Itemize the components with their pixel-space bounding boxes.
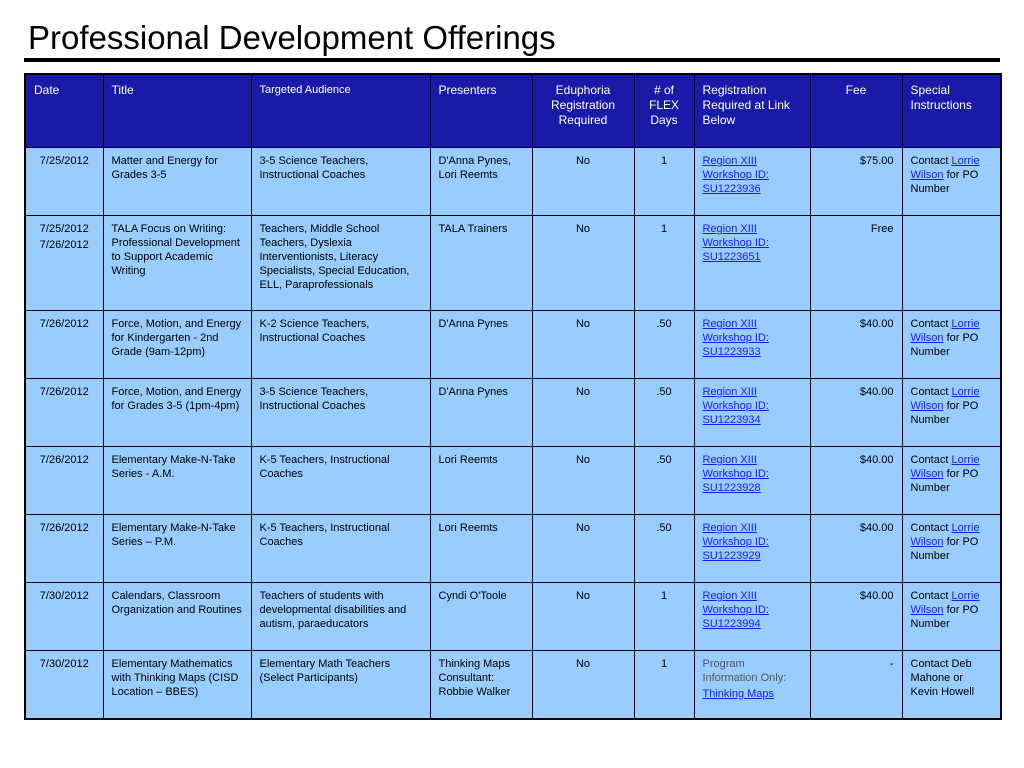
cell-eduphoria: No	[532, 148, 634, 216]
cell-fee: $40.00	[810, 311, 902, 379]
table-row	[25, 148, 1001, 216]
special-text: Contact	[910, 454, 952, 466]
header-eduphoria: Eduphoria Registration Required	[532, 74, 634, 148]
cell-date	[25, 447, 103, 515]
cell-title: Elementary Make-N-Take Series – P.M.	[103, 515, 251, 583]
date-text: 7/26/2012	[39, 454, 89, 466]
contact-link[interactable]: Lorrie Wilson	[910, 318, 980, 344]
registration-note: Program Information Only:	[702, 658, 787, 684]
cell-title: Matter and Energy for Grades 3-5	[103, 148, 251, 216]
cell-audience: K-5 Teachers, Instructional Coaches	[251, 515, 430, 583]
registration-link[interactable]: Region XIII Workshop ID: SU1223929	[702, 522, 769, 562]
table-row	[25, 379, 1001, 447]
header-audience: Targeted Audience	[251, 74, 430, 148]
cell-presenters: Lori Reemts	[430, 447, 532, 515]
special-text: Contact	[910, 522, 952, 534]
cell-date	[25, 583, 103, 651]
cell-title: Calendars, Classroom Organization and Routines	[103, 583, 251, 651]
registration-link[interactable]: Region XIII Workshop ID: SU1223936	[702, 155, 769, 195]
cell-audience: 3-5 Science Teachers, Instructional Coaches	[251, 379, 430, 447]
date-text: 7/25/2012	[39, 155, 89, 167]
cell-presenters: Cyndi O'Toole	[430, 583, 532, 651]
header-presenters: Presenters	[430, 74, 532, 148]
table-row	[25, 216, 1001, 311]
special-text: Contact	[910, 155, 952, 167]
cell-fee: $40.00	[810, 447, 902, 515]
cell-audience: Teachers, Middle School Teachers, Dyslexia Interventionists, Literacy Specialists, Special Education, ELL, Paraprofessionals	[251, 216, 430, 311]
cell-audience: K-5 Teachers, Instructional Coaches	[251, 447, 430, 515]
cell-registration	[694, 148, 810, 216]
cell-registration	[694, 515, 810, 583]
date-text-2: 7/26/2012	[39, 239, 89, 251]
cell-flex-days: 1	[634, 651, 694, 720]
cell-audience: Elementary Math Teachers (Select Participants)	[251, 651, 430, 720]
cell-title: Force, Motion, and Energy for Kindergarten - 2nd Grade (9am-12pm)	[103, 311, 251, 379]
table-row	[25, 311, 1001, 379]
thinking-maps-link[interactable]: Thinking Maps	[702, 688, 775, 700]
cell-date	[25, 651, 103, 720]
special-text: for PO Number	[910, 604, 979, 630]
table-row	[25, 447, 1001, 515]
cell-flex-days: 1	[634, 216, 694, 311]
cell-presenters: D'Anna Pynes, Lori Reemts	[430, 148, 532, 216]
cell-flex-days: .50	[634, 447, 694, 515]
cell-flex-days: 1	[634, 583, 694, 651]
contact-link[interactable]: Lorrie Wilson	[910, 590, 980, 616]
cell-eduphoria: No	[532, 216, 634, 311]
cell-special-instructions: Contact Deb Mahone or Kevin Howell	[902, 651, 1001, 720]
cell-eduphoria: No	[532, 583, 634, 651]
table-row	[25, 651, 1001, 720]
special-text: for PO Number	[910, 468, 979, 494]
cell-title: TALA Focus on Writing: Professional Development to Support Academic Writing	[103, 216, 251, 311]
title-underline	[24, 58, 1000, 62]
cell-audience: 3-5 Science Teachers, Instructional Coaches	[251, 148, 430, 216]
cell-registration	[694, 216, 810, 311]
cell-presenters: Thinking Maps Consultant: Robbie Walker	[430, 651, 532, 720]
cell-flex-days: .50	[634, 515, 694, 583]
registration-link[interactable]: Region XIII Workshop ID: SU1223934	[702, 386, 769, 426]
cell-presenters: Lori Reemts	[430, 515, 532, 583]
cell-flex-days: 1	[634, 148, 694, 216]
cell-special-instructions	[902, 311, 1001, 379]
cell-eduphoria: No	[532, 379, 634, 447]
special-text: Contact	[910, 386, 952, 398]
cell-registration	[694, 583, 810, 651]
page-title: Professional Development Offerings	[28, 19, 556, 56]
date-text: 7/30/2012	[39, 590, 89, 602]
cell-eduphoria: No	[532, 311, 634, 379]
cell-special-instructions	[902, 447, 1001, 515]
special-text: Contact	[910, 318, 952, 330]
cell-presenters: TALA Trainers	[430, 216, 532, 311]
cell-special-instructions	[902, 216, 1001, 311]
cell-eduphoria: No	[532, 447, 634, 515]
offerings-table	[24, 73, 1002, 720]
registration-link[interactable]: Region XIII Workshop ID: SU1223928	[702, 454, 769, 494]
table-header-row	[25, 74, 1001, 148]
date-text: 7/30/2012	[39, 658, 89, 670]
header-registration: Registration Required at Link Below	[694, 74, 810, 148]
cell-fee: $40.00	[810, 515, 902, 583]
cell-title: Elementary Mathematics with Thinking Maps (CISD Location – BBES)	[103, 651, 251, 720]
cell-fee: $75.00	[810, 148, 902, 216]
cell-title: Elementary Make-N-Take Series - A.M.	[103, 447, 251, 515]
cell-audience: Teachers of students with developmental disabilities and autism, paraeducators	[251, 583, 430, 651]
date-text: 7/25/2012	[39, 223, 89, 235]
header-date: Date	[25, 74, 103, 148]
cell-flex-days: .50	[634, 379, 694, 447]
registration-link[interactable]: Region XIII Workshop ID: SU1223651	[702, 223, 769, 263]
registration-link[interactable]: Region XIII Workshop ID: SU1223994	[702, 590, 769, 630]
cell-special-instructions	[902, 379, 1001, 447]
header-fee: Fee	[810, 74, 902, 148]
special-text: Contact	[910, 590, 952, 602]
cell-date	[25, 515, 103, 583]
special-text: for PO Number	[910, 536, 979, 562]
table-row	[25, 583, 1001, 651]
header-title: Title	[103, 74, 251, 148]
cell-presenters: D'Anna Pynes	[430, 311, 532, 379]
header-special-instructions: Special Instructions	[902, 74, 1001, 148]
cell-special-instructions	[902, 515, 1001, 583]
cell-audience: K-2 Science Teachers, Instructional Coaches	[251, 311, 430, 379]
contact-link[interactable]: Lorrie Wilson	[910, 454, 980, 480]
cell-date	[25, 311, 103, 379]
cell-registration	[694, 447, 810, 515]
cell-registration	[694, 311, 810, 379]
cell-fee: $40.00	[810, 379, 902, 447]
cell-registration	[694, 379, 810, 447]
contact-link[interactable]: Lorrie Wilson	[910, 386, 980, 412]
cell-fee: Free	[810, 216, 902, 311]
cell-fee: $40.00	[810, 583, 902, 651]
special-text: for PO Number	[910, 332, 979, 358]
cell-special-instructions	[902, 148, 1001, 216]
cell-flex-days: .50	[634, 311, 694, 379]
cell-registration	[694, 651, 810, 720]
cell-presenters: D'Anna Pynes	[430, 379, 532, 447]
special-text: for PO Number	[910, 400, 979, 426]
cell-date	[25, 216, 103, 311]
offerings-table-container	[24, 73, 1000, 720]
cell-special-instructions	[902, 583, 1001, 651]
cell-fee: -	[810, 651, 902, 720]
date-text: 7/26/2012	[39, 318, 89, 330]
date-text: 7/26/2012	[39, 522, 89, 534]
contact-link[interactable]: Lorrie Wilson	[910, 522, 980, 548]
header-flex-days: # of FLEX Days	[634, 74, 694, 148]
table-row	[25, 515, 1001, 583]
registration-link[interactable]: Region XIII Workshop ID: SU1223933	[702, 318, 769, 358]
cell-date	[25, 379, 103, 447]
cell-eduphoria: No	[532, 515, 634, 583]
date-text: 7/26/2012	[39, 386, 89, 398]
special-text: for PO Number	[910, 169, 979, 195]
contact-link[interactable]: Lorrie Wilson	[910, 155, 980, 181]
cell-date	[25, 148, 103, 216]
cell-title: Force, Motion, and Energy for Grades 3-5 (1pm-4pm)	[103, 379, 251, 447]
cell-eduphoria: No	[532, 651, 634, 720]
